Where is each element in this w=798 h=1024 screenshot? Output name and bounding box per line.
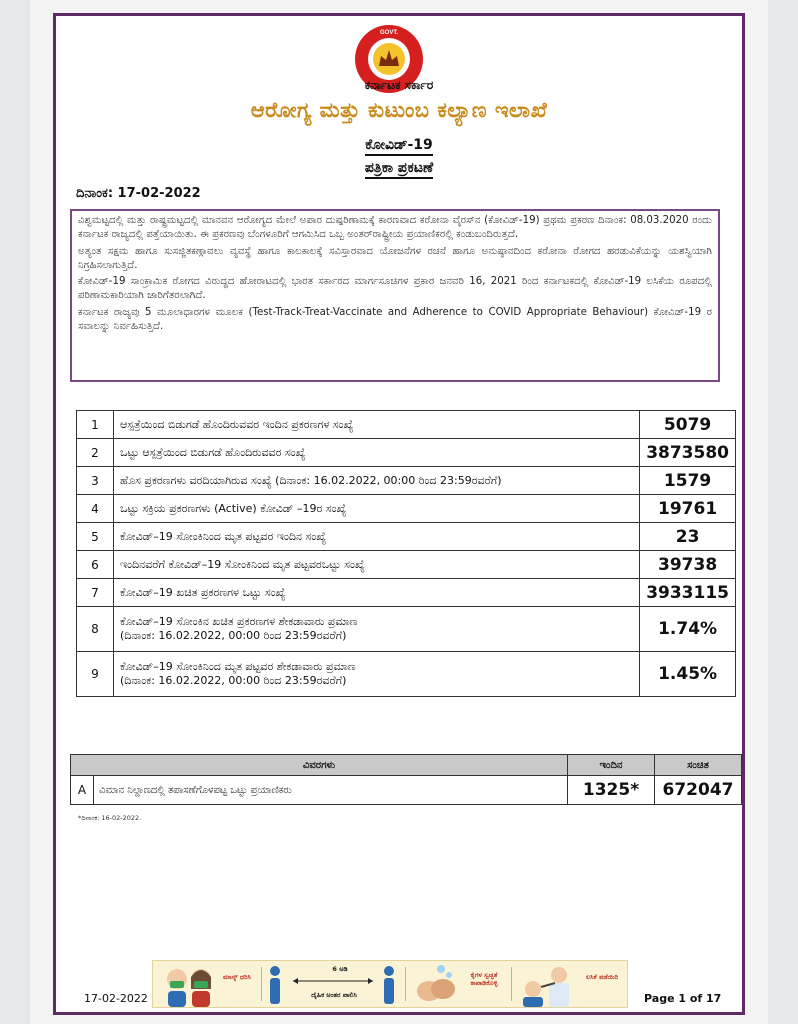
table-row	[77, 523, 736, 551]
today-value: 1325*	[568, 776, 655, 805]
vaccine-text: ಲಸಿಕೆ ಪಡೆಯಿರಿ	[585, 973, 619, 981]
row-value: 3933115	[640, 579, 736, 607]
row-label: ವಿಮಾನ ನಿಲ್ದಾಣದಲ್ಲಿ ತಪಾಸಣೆಗೊಳಪಟ್ಟ ಒಟ್ಟು ಪ್ರಯಾಣಿಕರು	[94, 776, 568, 805]
banner-divider	[511, 967, 512, 1001]
hands-text: ಕೈಗಳ ಸ್ವಚ್ಛತೆ ಕಾಪಾಡಿಕೊಳ್ಳಿ	[470, 971, 498, 987]
col-header-cumulative: ಸಂಚಿತ	[655, 755, 742, 776]
table-row	[77, 551, 736, 579]
row-value: 19761	[640, 495, 736, 523]
press-release-heading: ಪತ್ರಿಕಾ ಪ್ರಕಟಣೆ	[56, 160, 742, 176]
intro-paragraph: ಕೋವಿಡ್-19 ಸಾಂಕ್ರಾಮಿಕ ರೋಗದ ವಿರುದ್ಧದ ಹೋರಾಟದಲ್ಲಿ ಭಾರತ ಸರ್ಕಾರದ ಮಾರ್ಗಸೂಚಿಗಳ ಪ್ರಕಾರ ಜನವರಿ 16, 2021 ರಿಂದ ಕರ್ನಾಟಕದಲ್ಲಿ ಕೋವಿಡ್-19 ಲಸಿಕೆಯ ರೂಪದಲ್ಲಿ ಪರಿಣಾಮಕಾರಿಯಾಗಿ ಜಾರಿಗೆತರಲಾಗಿದೆ.	[78, 276, 712, 302]
row-label: ಇಂದಿನವರೆಗೆ ಕೋವಿಡ್–19 ಸೋಂಕಿನಿಂದ ಮೃತ ಪಟ್ಟವರಒಟ್ಟು ಸಂಖ್ಯೆ	[120, 557, 365, 571]
row-label: ಹೊಸ ಪ್ರಕರಣಗಳು ವರದಿಯಾಗಿರುವ ಸಂಖ್ಯೆ (ದಿನಾಂಕ: 16.02.2022, 00:00 ರಿಂದ 23:59ರವರೆಗೆ)	[120, 473, 502, 487]
table-row	[77, 495, 736, 523]
table-row	[77, 607, 736, 652]
intro-paragraph: ವಿಶ್ವಮಟ್ಟದಲ್ಲಿ ಮತ್ತು ರಾಷ್ಟ್ರಮಟ್ಟದಲ್ಲಿ ಮಾನವನ ಆರೋಗ್ಯದ ಮೇಲೆ ಅಪಾರ ದುಷ್ಪರಿಣಾಮಕ್ಕೆ ಕಾರಣವಾದ ಕರೋನಾ ವೈರಸ್‌ನ (ಕೋವಿಡ್-19) ಪ್ರಥಮ ಪ್ರಕರಣ ದಿನಾಂಕ: 08.03.2020 ರಂದು ಕರ್ನಾಟಕ ರಾಜ್ಯದಲ್ಲಿ ಪತ್ತೆಯಾಯಿತು. ಈ ಪ್ರಕರಣವು ಬೆಂಗಳೂರಿಗೆ ಆಗಮಿಸಿದ ಒಬ್ಬ ಅಂತರ್‌ರಾಷ್ಟ್ರೀಯ ಪ್ರಯಾಣಿಕರಲ್ಲಿ ಕಂಡುಬಂದಿರುತ್ತದೆ.	[78, 215, 712, 241]
row-number: 5	[77, 523, 114, 551]
svg-text:GOVT.: GOVT.	[379, 30, 399, 36]
row-label-cell	[114, 467, 640, 495]
government-label: ಕರ್ನಾಟಕ ಸರ್ಕಾರ	[364, 78, 434, 92]
row-label-cell	[114, 652, 640, 697]
cumulative-value: 672047	[655, 776, 742, 805]
person-icon	[379, 961, 399, 1007]
col-header-details: ವಿವರಗಳು	[71, 755, 568, 776]
left-margin-strip	[0, 0, 30, 1024]
row-value: 3873580	[640, 439, 736, 467]
table-row	[77, 439, 736, 467]
banner-divider	[261, 967, 262, 1001]
distance-arrow-icon	[287, 961, 379, 1007]
footer-date: 17-02-2022	[84, 992, 148, 1005]
col-header-today: ಇಂದಿನ	[568, 755, 655, 776]
row-label: ಒಟ್ಟು ಆಸ್ಪತ್ರೆಯಿಂದ ಬಿಡುಗಡೆ ಹೊಂದಿರುವವರ ಸಂಖ್ಯೆ	[120, 445, 306, 459]
masked-people-icon	[159, 961, 219, 1007]
row-value: 23	[640, 523, 736, 551]
row-value: 1.45%	[640, 652, 736, 697]
row-value: 39738	[640, 551, 736, 579]
airport-screening-table	[70, 754, 742, 805]
row-value: 5079	[640, 411, 736, 439]
table-row	[77, 652, 736, 697]
row-id: A	[71, 776, 94, 805]
intro-paragraph: ಕರ್ನಾಟಕ ರಾಜ್ಯವು 5 ಮೂಲಾಧಾರಗಳ ಮೂಲಕ (Test-Track-Treat-Vaccinate and Adherence to COVID Appropriate Behaviour) ಕೋವಿಡ್-19 ರ ಸವಾಲನ್ನು ನಿರ್ವಹಿಸುತ್ತಿದೆ.	[78, 306, 712, 333]
table-row	[71, 776, 742, 805]
table-row	[77, 411, 736, 439]
row-number: 9	[77, 652, 114, 697]
mask-text: ಮಾಸ್ಕ್ ಧರಿಸಿ	[223, 973, 251, 981]
distance-text: ದೈಹಿಕ ಅಂತರ ಪಾಲಿಸಿ	[311, 991, 357, 999]
row-value: 1.74%	[640, 607, 736, 652]
table-row	[77, 579, 736, 607]
row-label-cell	[114, 523, 640, 551]
row-number: 8	[77, 607, 114, 652]
row-label: ಒಟ್ಟು ಸಕ್ರಿಯ ಪ್ರಕರಣಗಳು (Active) ಕೋವಿಡ್ –19ರ ಸಂಖ್ಯೆ	[120, 501, 347, 515]
vaccination-icon	[515, 961, 577, 1007]
release-date: ದಿನಾಂಕ: 17-02-2022	[76, 186, 201, 201]
row-label-cell	[114, 495, 640, 523]
person-icon	[265, 961, 285, 1007]
right-margin-strip	[768, 0, 798, 1024]
row-label-cell	[114, 411, 640, 439]
handwash-icon	[411, 961, 461, 1007]
covid-awareness-banner	[152, 960, 628, 1008]
banner-divider	[405, 967, 406, 1001]
row-number: 1	[77, 411, 114, 439]
row-label: ಕೋವಿಡ್–19 ಖಚಿತ ಪ್ರಕರಣಗಳ ಒಟ್ಟು ಸಂಖ್ಯೆ	[120, 585, 286, 599]
row-label: ಆಸ್ಪತ್ರೆಯಿಂದ ಬಿಡುಗಡೆ ಹೊಂದಿರುವವರ ಇಂದಿನ ಪ್ರಕರಣಗಳ ಸಂಖ್ಯೆ	[120, 417, 354, 431]
row-label: ಕೋವಿಡ್–19 ಸೋಂಕಿನ ಖಚಿತ ಪ್ರಕರಣಗಳ ಶೇಕಡಾವಾರು ಪ್ರಮಾಣ	[120, 615, 358, 628]
row-label-cell	[114, 607, 640, 652]
footnote: *ದಿನಾಂಕ: 16-02-2022.	[78, 814, 142, 822]
row-label: ಕೋವಿಡ್–19 ಸೋಂಕಿನಿಂದ ಮೃತ ಪಟ್ಟವರ ಶೇಕಡಾವಾರು ಪ್ರಮಾಣ	[120, 660, 356, 673]
department-title: ಆರೋಗ್ಯ ಮತ್ತು ಕುಟುಂಬ ಕಲ್ಯಾಣ ಇಲಾಖೆ	[250, 98, 548, 122]
row-number: 3	[77, 467, 114, 495]
row-value: 1579	[640, 467, 736, 495]
row-label-cell	[114, 439, 640, 467]
intro-box	[70, 209, 720, 382]
row-label-cell	[114, 551, 640, 579]
covid-heading: ಕೋವಿಡ್-19	[56, 137, 742, 153]
row-number: 7	[77, 579, 114, 607]
covid-stats-table	[76, 410, 736, 697]
distance-top-text: 6 ಅಡಿ	[332, 965, 348, 973]
row-number: 6	[77, 551, 114, 579]
row-label-cell	[114, 579, 640, 607]
row-sublabel: (ದಿನಾಂಕ: 16.02.2022, 00:00 ರಿಂದ 23:59ರವರೆಗೆ)	[120, 674, 347, 687]
table-row	[77, 467, 736, 495]
intro-paragraph: ಅತ್ಯಂತ ಸಕ್ಷಮ ಹಾಗೂ ಸುಸಜ್ಜಿತಕಣ್ಗಾವಲು ವ್ಯವಸ್ಥೆ ಹಾಗೂ ಕಾಲಕಾಲಕ್ಕೆ ಸವಿಸ್ತಾರವಾದ ಯೋಜನೆಗಳ ರಚನೆ ಹಾಗೂ ಅನುಷ್ಠಾನದಿಂದ ಕರೋನಾ ರೋಗದ ಹರಡುವಿಕೆಯನ್ನು ಯಶಸ್ವಿಯಾಗಿ ನಿಗ್ರಹಿಸಲಾಗುತ್ತಿದೆ.	[78, 245, 712, 271]
document-page	[53, 13, 745, 1015]
row-number: 4	[77, 495, 114, 523]
row-number: 2	[77, 439, 114, 467]
page-number: Page 1 of 17	[644, 992, 722, 1005]
row-sublabel: (ದಿನಾಂಕ: 16.02.2022, 00:00 ರಿಂದ 23:59ರವರೆಗೆ)	[120, 629, 347, 642]
row-label: ಕೋವಿಡ್–19 ಸೋಂಕಿನಿಂದ ಮೃತ ಪಟ್ಟವರ ಇಂದಿನ ಸಂಖ್ಯೆ	[120, 529, 327, 543]
table-header-row	[71, 755, 742, 776]
